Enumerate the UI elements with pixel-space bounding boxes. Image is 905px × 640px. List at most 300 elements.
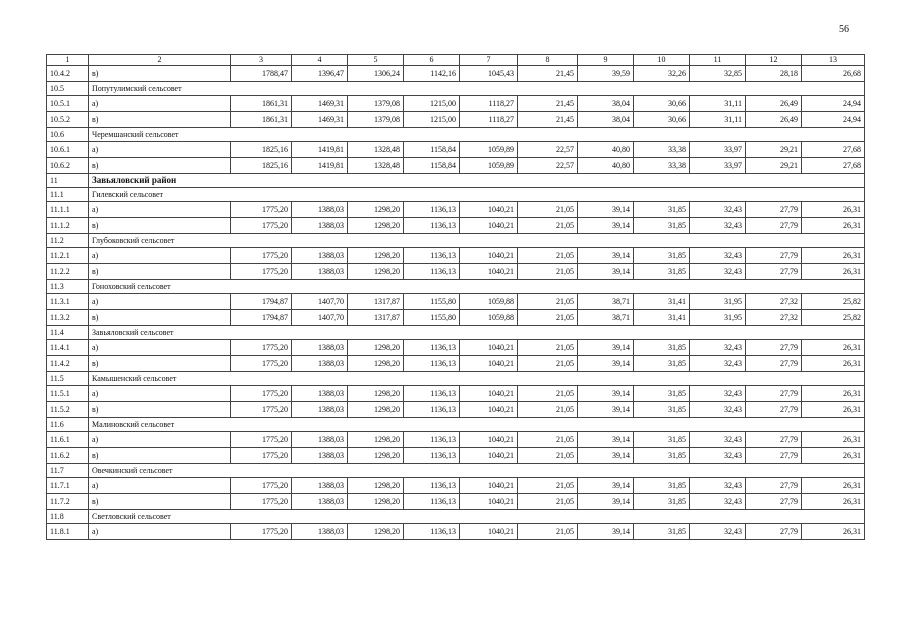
value-cell: 1407,70 [292,310,348,326]
value-cell: 39,14 [578,356,634,372]
table-row [47,96,865,112]
value-cell: 31,85 [634,478,690,494]
row-label: а) [89,524,231,540]
section-row [47,464,865,478]
value-cell: 27,79 [746,402,802,418]
value-cell: 31,85 [634,448,690,464]
value-cell: 26,49 [746,112,802,128]
value-cell: 1215,00 [404,112,460,128]
row-label: в) [89,356,231,372]
value-cell: 1328,48 [348,158,404,174]
value-cell: 21,05 [518,494,578,510]
row-code: 11.3.2 [47,310,89,326]
column-header: 13 [802,55,865,66]
value-cell: 32,43 [690,432,746,448]
value-cell: 27,79 [746,478,802,494]
row-label: а) [89,432,231,448]
value-cell: 1059,88 [460,294,518,310]
row-code: 10.6.1 [47,142,89,158]
value-cell: 21,05 [518,478,578,494]
table-row [47,386,865,402]
value-cell: 1040,21 [460,524,518,540]
table-row [47,66,865,82]
value-cell: 1298,20 [348,448,404,464]
value-cell: 21,05 [518,524,578,540]
value-cell: 40,80 [578,142,634,158]
value-cell: 31,95 [690,310,746,326]
row-code: 11.6 [47,418,89,432]
value-cell: 1298,20 [348,218,404,234]
value-cell: 1158,84 [404,142,460,158]
value-cell: 26,31 [802,340,865,356]
value-cell: 1388,03 [292,386,348,402]
value-cell: 26,68 [802,66,865,82]
value-cell: 32,43 [690,478,746,494]
row-label: а) [89,340,231,356]
row-code: 11.5.1 [47,386,89,402]
value-cell: 1794,87 [231,294,292,310]
value-cell: 21,05 [518,386,578,402]
value-cell: 31,41 [634,310,690,326]
value-cell: 39,14 [578,248,634,264]
tariff-table [46,54,865,540]
value-cell: 1775,20 [231,432,292,448]
value-cell: 39,14 [578,478,634,494]
row-code: 11.8.1 [47,524,89,540]
value-cell: 26,49 [746,96,802,112]
column-header: 1 [47,55,89,66]
value-cell: 21,05 [518,340,578,356]
row-code: 11.1.2 [47,218,89,234]
row-code: 11.4.1 [47,340,89,356]
value-cell: 32,85 [690,66,746,82]
value-cell: 1388,03 [292,478,348,494]
section-row [47,174,865,188]
row-code: 10.6 [47,128,89,142]
value-cell: 39,14 [578,494,634,510]
value-cell: 1136,13 [404,202,460,218]
value-cell: 1317,87 [348,310,404,326]
value-cell: 1861,31 [231,96,292,112]
value-cell: 21,45 [518,96,578,112]
value-cell: 32,43 [690,386,746,402]
table-row [47,158,865,174]
value-cell: 25,82 [802,310,865,326]
value-cell: 27,68 [802,158,865,174]
value-cell: 33,97 [690,158,746,174]
value-cell: 38,71 [578,310,634,326]
value-cell: 21,05 [518,264,578,280]
value-cell: 1136,13 [404,248,460,264]
value-cell: 27,68 [802,142,865,158]
value-cell: 24,94 [802,112,865,128]
row-label: а) [89,142,231,158]
value-cell: 29,21 [746,158,802,174]
value-cell: 21,05 [518,356,578,372]
section-title: Малиновский сельсовет [89,418,865,432]
row-code: 11.3.1 [47,294,89,310]
value-cell: 1155,80 [404,294,460,310]
section-row [47,418,865,432]
value-cell: 21,05 [518,202,578,218]
value-cell: 1040,21 [460,248,518,264]
value-cell: 1298,20 [348,202,404,218]
value-cell: 1136,13 [404,524,460,540]
value-cell: 32,43 [690,264,746,280]
value-cell: 31,85 [634,248,690,264]
value-cell: 24,94 [802,96,865,112]
table-row [47,524,865,540]
value-cell: 39,14 [578,202,634,218]
row-code: 11.5.2 [47,402,89,418]
value-cell: 1775,20 [231,448,292,464]
value-cell: 1775,20 [231,386,292,402]
section-row [47,280,865,294]
value-cell: 1040,21 [460,202,518,218]
table-row [47,264,865,280]
value-cell: 1469,31 [292,96,348,112]
value-cell: 1388,03 [292,340,348,356]
row-code: 10.4.2 [47,66,89,82]
value-cell: 21,05 [518,448,578,464]
value-cell: 1388,03 [292,248,348,264]
table-body [47,66,865,540]
value-cell: 28,18 [746,66,802,82]
value-cell: 30,66 [634,96,690,112]
row-code: 11.4 [47,326,89,340]
value-cell: 1419,81 [292,142,348,158]
value-cell: 1388,03 [292,264,348,280]
value-cell: 1775,20 [231,340,292,356]
value-cell: 21,05 [518,432,578,448]
value-cell: 1136,13 [404,264,460,280]
value-cell: 27,79 [746,524,802,540]
section-title: Попутулимский сельсовет [89,82,865,96]
value-cell: 1136,13 [404,402,460,418]
value-cell: 1298,20 [348,494,404,510]
value-cell: 1317,87 [348,294,404,310]
value-cell: 26,31 [802,432,865,448]
section-title: Овечкинский сельсовет [89,464,865,478]
value-cell: 1040,21 [460,386,518,402]
value-cell: 1215,00 [404,96,460,112]
section-title: Завьяловский район [89,174,865,188]
value-cell: 1136,13 [404,218,460,234]
value-cell: 26,31 [802,478,865,494]
row-code: 11.7 [47,464,89,478]
value-cell: 1136,13 [404,386,460,402]
value-cell: 27,79 [746,432,802,448]
row-code: 11.8 [47,510,89,524]
value-cell: 26,31 [802,448,865,464]
value-cell: 31,85 [634,432,690,448]
value-cell: 39,14 [578,448,634,464]
value-cell: 21,05 [518,248,578,264]
value-cell: 27,32 [746,294,802,310]
value-cell: 1388,03 [292,494,348,510]
table-row [47,142,865,158]
value-cell: 1775,20 [231,402,292,418]
value-cell: 1388,03 [292,218,348,234]
section-title: Гилевский сельсовет [89,188,865,202]
value-cell: 33,97 [690,142,746,158]
section-row [47,82,865,96]
value-cell: 1388,03 [292,202,348,218]
row-code: 11.2 [47,234,89,248]
section-row [47,326,865,340]
value-cell: 1775,20 [231,356,292,372]
section-title: Черемшанский сельсовет [89,128,865,142]
section-title: Камышенский сельсовет [89,372,865,386]
table-row [47,448,865,464]
value-cell: 1379,08 [348,112,404,128]
value-cell: 1775,20 [231,248,292,264]
row-label: в) [89,218,231,234]
section-row [47,372,865,386]
row-code: 11.2.2 [47,264,89,280]
row-label: в) [89,310,231,326]
row-label: в) [89,112,231,128]
value-cell: 27,79 [746,386,802,402]
value-cell: 1158,84 [404,158,460,174]
row-code: 11.3 [47,280,89,294]
value-cell: 1861,31 [231,112,292,128]
value-cell: 22,57 [518,158,578,174]
value-cell: 39,14 [578,402,634,418]
section-row [47,510,865,524]
value-cell: 21,05 [518,402,578,418]
value-cell: 26,31 [802,264,865,280]
value-cell: 1040,21 [460,402,518,418]
value-cell: 31,85 [634,524,690,540]
value-cell: 1040,21 [460,432,518,448]
value-cell: 1825,16 [231,142,292,158]
value-cell: 1059,89 [460,142,518,158]
table-row [47,432,865,448]
value-cell: 1118,27 [460,96,518,112]
row-label: а) [89,202,231,218]
value-cell: 1298,20 [348,340,404,356]
value-cell: 33,38 [634,142,690,158]
value-cell: 27,79 [746,248,802,264]
row-code: 11.6.2 [47,448,89,464]
row-label: в) [89,494,231,510]
row-label: в) [89,448,231,464]
value-cell: 32,43 [690,356,746,372]
value-cell: 27,79 [746,494,802,510]
column-header: 10 [634,55,690,66]
value-cell: 31,85 [634,356,690,372]
value-cell: 39,14 [578,264,634,280]
value-cell: 1045,43 [460,66,518,82]
value-cell: 31,85 [634,402,690,418]
value-cell: 1388,03 [292,524,348,540]
value-cell: 32,43 [690,402,746,418]
value-cell: 39,59 [578,66,634,82]
column-header: 4 [292,55,348,66]
value-cell: 32,26 [634,66,690,82]
value-cell: 31,41 [634,294,690,310]
value-cell: 26,31 [802,218,865,234]
value-cell: 1306,24 [348,66,404,82]
value-cell: 1388,03 [292,448,348,464]
row-label: а) [89,96,231,112]
table-row [47,340,865,356]
value-cell: 31,11 [690,96,746,112]
value-cell: 1469,31 [292,112,348,128]
table-row [47,494,865,510]
value-cell: 1388,03 [292,432,348,448]
value-cell: 1136,13 [404,340,460,356]
value-cell: 1775,20 [231,218,292,234]
table-row [47,248,865,264]
column-header: 12 [746,55,802,66]
value-cell: 40,80 [578,158,634,174]
row-code: 11.5 [47,372,89,386]
value-cell: 1298,20 [348,264,404,280]
section-row [47,188,865,202]
row-label: а) [89,478,231,494]
value-cell: 1379,08 [348,96,404,112]
value-cell: 32,43 [690,202,746,218]
row-label: в) [89,402,231,418]
table-row [47,310,865,326]
row-code: 11.7.2 [47,494,89,510]
section-row [47,128,865,142]
value-cell: 1040,21 [460,218,518,234]
value-cell: 39,14 [578,432,634,448]
row-label: в) [89,264,231,280]
value-cell: 27,79 [746,264,802,280]
value-cell: 22,57 [518,142,578,158]
value-cell: 25,82 [802,294,865,310]
value-cell: 1040,21 [460,494,518,510]
row-code: 10.5.2 [47,112,89,128]
value-cell: 26,31 [802,248,865,264]
value-cell: 1775,20 [231,264,292,280]
value-cell: 1298,20 [348,402,404,418]
value-cell: 32,43 [690,218,746,234]
value-cell: 1794,87 [231,310,292,326]
row-code: 11.1.1 [47,202,89,218]
value-cell: 21,45 [518,112,578,128]
value-cell: 26,31 [802,494,865,510]
column-header: 6 [404,55,460,66]
value-cell: 31,95 [690,294,746,310]
value-cell: 1059,89 [460,158,518,174]
value-cell: 27,79 [746,340,802,356]
section-title: Светловский сельсовет [89,510,865,524]
row-code: 11.4.2 [47,356,89,372]
row-code: 11.7.1 [47,478,89,494]
value-cell: 1136,13 [404,448,460,464]
value-cell: 1407,70 [292,294,348,310]
value-cell: 32,43 [690,524,746,540]
value-cell: 1825,16 [231,158,292,174]
value-cell: 1059,88 [460,310,518,326]
value-cell: 1298,20 [348,524,404,540]
value-cell: 31,85 [634,386,690,402]
column-header: 5 [348,55,404,66]
section-title: Глубоковский сельсовет [89,234,865,248]
value-cell: 31,85 [634,218,690,234]
value-cell: 26,31 [802,202,865,218]
value-cell: 1040,21 [460,448,518,464]
value-cell: 31,85 [634,264,690,280]
row-label: а) [89,386,231,402]
value-cell: 27,32 [746,310,802,326]
row-code: 10.6.2 [47,158,89,174]
value-cell: 39,14 [578,386,634,402]
value-cell: 1388,03 [292,402,348,418]
section-title: Завьяловский сельсовет [89,326,865,340]
value-cell: 27,79 [746,202,802,218]
value-cell: 31,11 [690,112,746,128]
value-cell: 1788,47 [231,66,292,82]
value-cell: 1136,13 [404,356,460,372]
value-cell: 1136,13 [404,432,460,448]
table-row [47,356,865,372]
value-cell: 39,14 [578,218,634,234]
value-cell: 1388,03 [292,356,348,372]
value-cell: 1155,80 [404,310,460,326]
value-cell: 30,66 [634,112,690,128]
value-cell: 1298,20 [348,386,404,402]
row-code: 11.6.1 [47,432,89,448]
value-cell: 31,85 [634,340,690,356]
value-cell: 38,04 [578,96,634,112]
value-cell: 1040,21 [460,264,518,280]
value-cell: 1136,13 [404,494,460,510]
value-cell: 1328,48 [348,142,404,158]
value-cell: 39,14 [578,340,634,356]
table-row [47,112,865,128]
value-cell: 1040,21 [460,478,518,494]
column-header: 11 [690,55,746,66]
value-cell: 1775,20 [231,524,292,540]
value-cell: 31,85 [634,494,690,510]
value-cell: 26,31 [802,356,865,372]
column-header: 9 [578,55,634,66]
column-header: 8 [518,55,578,66]
table-row [47,218,865,234]
value-cell: 31,85 [634,202,690,218]
value-cell: 32,43 [690,340,746,356]
value-cell: 32,43 [690,448,746,464]
value-cell: 1419,81 [292,158,348,174]
column-header: 3 [231,55,292,66]
section-row [47,234,865,248]
value-cell: 29,21 [746,142,802,158]
value-cell: 27,79 [746,356,802,372]
value-cell: 1118,27 [460,112,518,128]
value-cell: 1775,20 [231,478,292,494]
table-row [47,478,865,494]
row-label: а) [89,248,231,264]
value-cell: 1775,20 [231,202,292,218]
value-cell: 1775,20 [231,494,292,510]
value-cell: 38,04 [578,112,634,128]
value-cell: 21,45 [518,66,578,82]
row-label: в) [89,158,231,174]
value-cell: 1040,21 [460,356,518,372]
row-label: а) [89,294,231,310]
section-title: Гоноховский сельсовет [89,280,865,294]
table-row [47,294,865,310]
row-code: 10.5 [47,82,89,96]
value-cell: 26,31 [802,524,865,540]
value-cell: 27,79 [746,218,802,234]
